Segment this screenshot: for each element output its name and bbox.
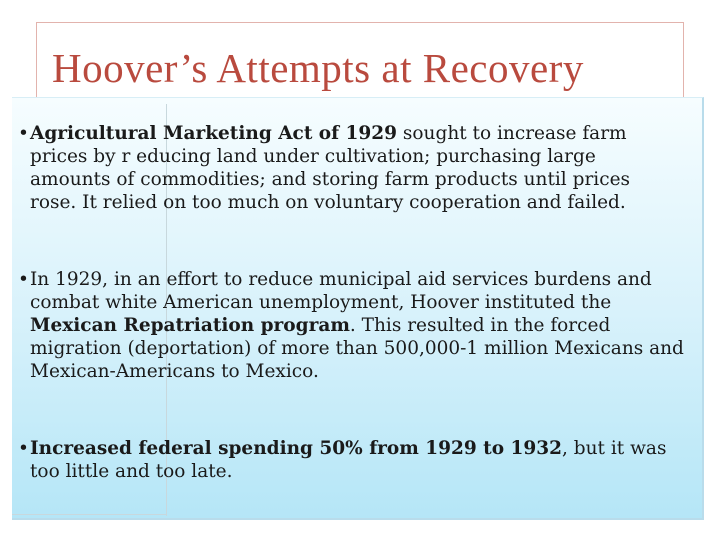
- panel-divider-bottom: [12, 514, 167, 515]
- bullet-agricultural-marketing-act: [18, 122, 680, 214]
- bullet-text: sought to increase farm prices by r educing land under cultivation; purchasing large amounts of commodities; and storing farm products until prices rose. It relied on too much on voluntary cooperation and failed.: [30, 123, 631, 213]
- bullet-federal-spending: [18, 437, 695, 483]
- bullet-icon: •: [18, 123, 29, 144]
- bullet-icon: •: [18, 438, 29, 459]
- bullet-bold-term: Mexican Repatriation program: [30, 315, 350, 336]
- bullet-bold-lead: Agricultural Marketing Act of 1929: [30, 123, 398, 144]
- bullet-text: , but it was too little and too late.: [30, 438, 667, 482]
- bullet-text-before: In 1929, in an effort to reduce municipal aid services burdens and combat white American unemployment, Hoover instituted the: [30, 269, 652, 313]
- slide-title: Hoover’s Attempts at Recovery: [52, 45, 584, 91]
- bullet-icon: •: [18, 269, 29, 290]
- bullet-bold-lead: Increased federal spending 50% from 1929 to 1932: [30, 438, 563, 459]
- bullet-mexican-repatriation: [18, 268, 690, 383]
- bullet-text-after: . This resulted in the forced migration (deportation) of more than 500,000-1 million Mexicans and Mexican-Americans to Mexico.: [30, 315, 684, 382]
